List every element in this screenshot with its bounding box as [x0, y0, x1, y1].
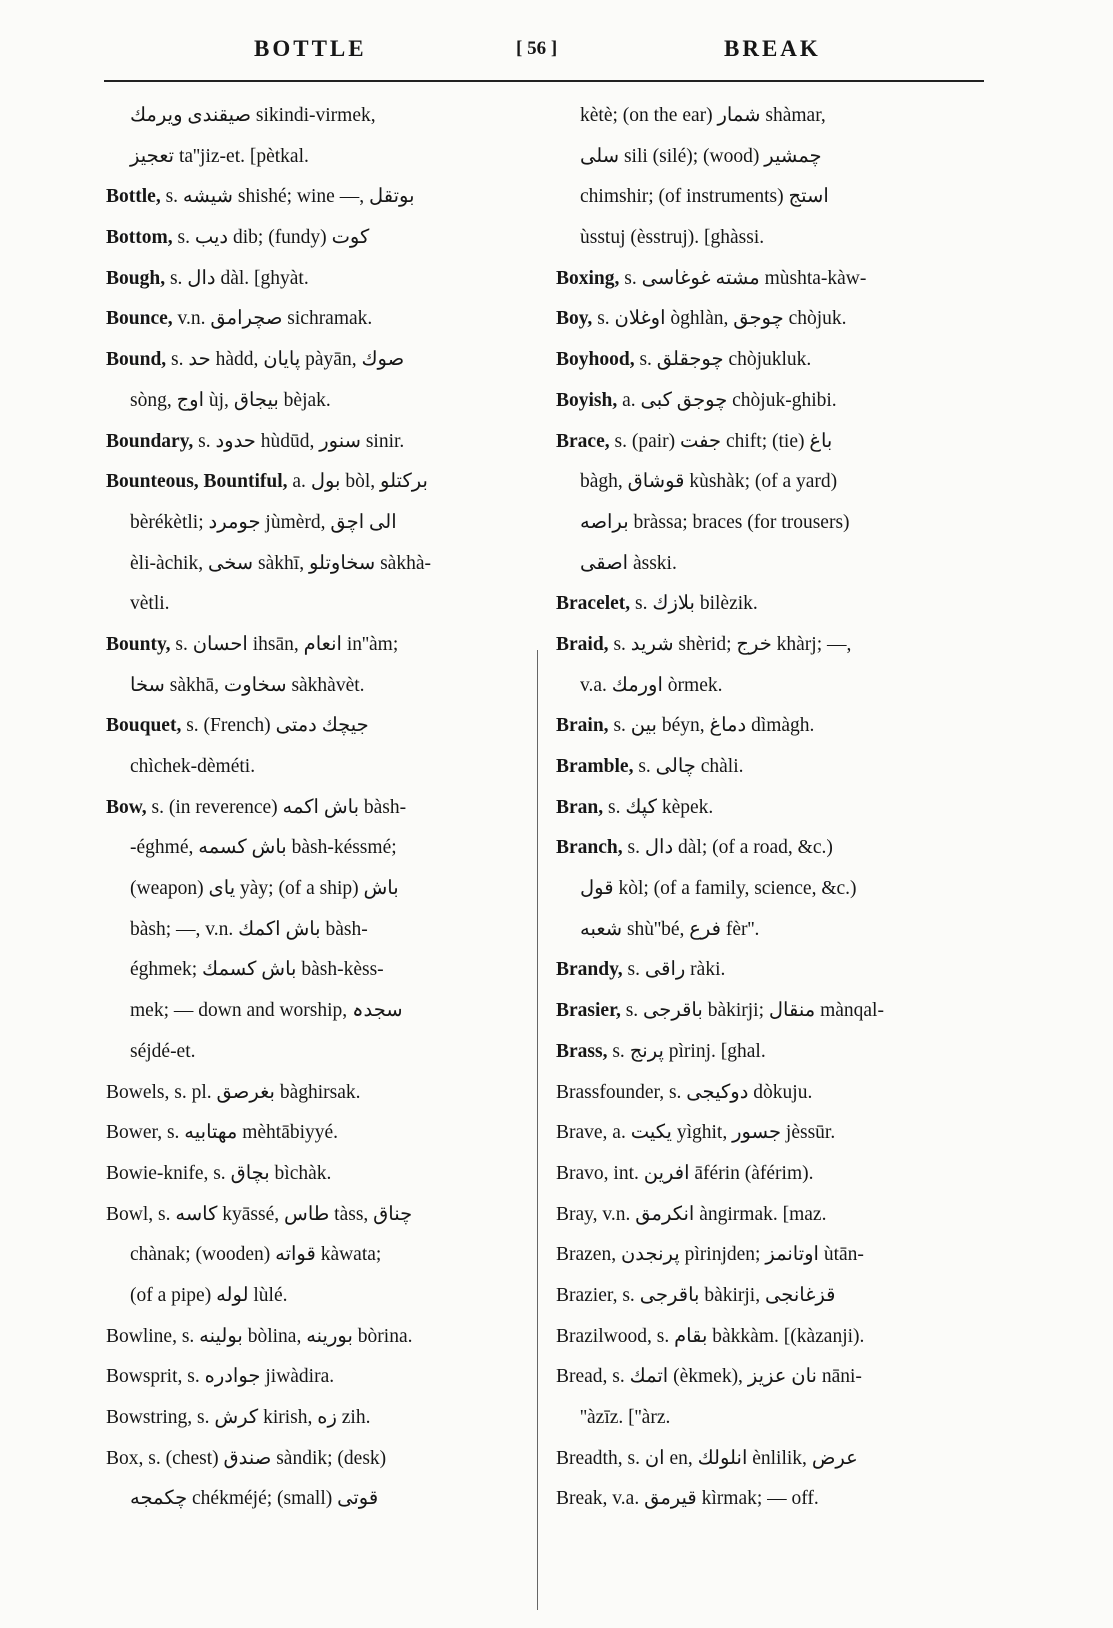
entry-line: ùsstuj (èsstruj). [ghàssi. [580, 227, 765, 249]
entry-line: Brassfounder, s. دوكيجى dòkuju. [556, 1081, 813, 1103]
entry-line: Boundary, s. حدود hùdūd, سنور sinir. [106, 430, 405, 452]
entry-line: Bran, s. كپك kèpek. [556, 796, 714, 818]
entry-line: bàgh, قوشاق kùshàk; (of a yard) [580, 471, 838, 493]
headword: Bottle, [106, 186, 161, 208]
entry-line: sòng, اوج ùj, بيجاق bèjak. [130, 389, 331, 411]
headword: Bound, [106, 349, 167, 371]
headword: Boyish, [556, 389, 618, 411]
right-guide-word: BREAK [724, 36, 821, 61]
headword: Bounce, [106, 308, 173, 330]
entry-line: v.a. اورمك òrmek. [580, 674, 723, 696]
entry-line: Bowels, s. pl. بغرصق bàghirsak. [106, 1081, 361, 1103]
headword: Brasier, [556, 1000, 621, 1022]
entry-line: Bray, v.n. انكرمق àngirmak. [maz. [556, 1203, 827, 1225]
entry-line: Boyhood, s. چوجقلق chòjukluk. [556, 349, 812, 371]
headword: Bouquet, [106, 715, 182, 737]
entry-line: Bravo, int. افرين āférin (àférim). [556, 1162, 814, 1184]
entry-line: Brass, s. پرنج pìrinj. [ghal. [556, 1040, 766, 1062]
right-column [556, 96, 976, 1520]
column-divider [537, 650, 538, 1610]
entry-line: èli-àchik, سخى sàkhī, سخاوتلو sàkhà- [130, 552, 431, 574]
entry-line: سلى sili (silé); (wood) چمشير [580, 145, 822, 167]
headword: Boy, [556, 308, 593, 330]
entry-line: قول kòl; (of a family, science, &c.) [580, 878, 857, 900]
entry-line: éghmek; باش كسمك bàsh-kèss- [130, 959, 384, 981]
entry-line: تعجيز ta''jiz-et. [pètkal. [130, 145, 309, 167]
entry-line: Bread, s. اتمك (èkmek), نان عزيز nāni- [556, 1366, 862, 1388]
headword: Bracelet, [556, 593, 631, 615]
entry-line: bàsh; —, v.n. باش اكمك bàsh- [130, 918, 368, 940]
entry-line: chimshir; (of instruments) استج [580, 186, 829, 208]
entry-line: Boyish, a. چوجق كبى chòjuk-ghibi. [556, 389, 837, 411]
headword: Brandy, [556, 959, 623, 981]
headword: Bow, [106, 796, 147, 818]
entry-line: شعبه shù''bé, فرع fèr''. [580, 918, 760, 940]
headword: Bottom, [106, 227, 173, 249]
headword: Brace, [556, 430, 610, 452]
entry-line: chìchek-dèméti. [130, 756, 256, 777]
entry-line: Bottom, s. ديب dib; (fundy) كوت [106, 227, 370, 249]
headword: Braid, [556, 633, 609, 655]
entry-line: chànak; (wooden) قواته kàwata; [130, 1244, 382, 1266]
entry-line: Bowie-knife, s. بچاق bìchàk. [106, 1162, 332, 1184]
entry-line: Boxing, s. مشته غوغاسى mùshta-kàw- [556, 267, 867, 289]
entry-line: Braid, s. شريد shèrid; خرج khàrj; —, [556, 633, 852, 655]
entry-line: Bramble, s. چالى chàli. [556, 756, 744, 777]
entry-line: براصه bràssa; braces (for trousers) [580, 511, 850, 533]
headword: Brass, [556, 1040, 608, 1062]
headword: Boyhood, [556, 349, 635, 371]
entry-line: Boy, s. اوغلان òghlàn, چوجق chòjuk. [556, 308, 847, 330]
headword: Bough, [106, 267, 166, 289]
entry-line: Brain, s. بين béyn, دماغ dìmàgh. [556, 715, 815, 737]
entry-line: Brazier, s. باقرجى bàkirji, قزغانجى [556, 1284, 836, 1306]
page-header [104, 36, 984, 72]
entry-line: Bouquet, s. (French) جيچك دمتى [106, 715, 369, 737]
entry-line: Break, v.a. قيرمق kìrmak; — off. [556, 1488, 819, 1510]
left-guide-word: BOTTLE [254, 36, 367, 61]
entry-line: (of a pipe) لوله lùlé. [130, 1284, 288, 1306]
entry-line: vètli. [130, 593, 170, 615]
entry-line: Bow, s. (in reverence) باش اكمه bàsh- [106, 796, 407, 818]
entry-line: سخا sàkhā, سخاوت sàkhàvèt. [130, 674, 365, 696]
entry-line: -éghmé, باش كسمه bàsh-késsmé; [130, 837, 397, 859]
entry-line: Brace, s. (pair) جفت chift; (tie) باغ [556, 430, 833, 452]
entry-line: Bounty, s. احسان ihsān, انعام in''àm; [106, 633, 399, 655]
entry-line: bèrékètli; جومرد jùmèrd, الى اچق [130, 511, 397, 533]
entry-line: Breadth, s. ان en, انلولك ènlilik, عرض [556, 1447, 858, 1469]
entry-line: چكمجه chékméjé; (small) قوتى [130, 1488, 379, 1510]
entry-line: Brasier, s. باقرجى bàkirji; منقال mànqal- [556, 1000, 884, 1022]
entry-line: Brazen, پرنجدن pìrinjden; اوتانمز ùtān- [556, 1244, 864, 1266]
headword: Brain, [556, 715, 609, 737]
headword: Bran, [556, 796, 604, 818]
entry-line: ''àzīz. [''àrz. [580, 1407, 671, 1428]
entry-line: Branch, s. دال dàl; (of a road, &c.) [556, 837, 833, 859]
headword: Bounty, [106, 633, 171, 655]
entry-line: (weapon) ياى yày; (of a ship) باش [130, 878, 399, 900]
page-number: [ 56 ] [516, 38, 558, 59]
entry-line: Bowline, s. بولينه bòlina, بورينه bòrina. [106, 1325, 413, 1347]
entry-line: Bowl, s. كاسه kyāssé, طاس tàss, چناق [106, 1203, 413, 1225]
entry-line: séjdé-et. [130, 1040, 196, 1062]
entry-line: Bower, s. مهتابيه mèhtābiyyé. [106, 1122, 339, 1144]
left-column [106, 96, 526, 1520]
headword: Boxing, [556, 267, 620, 289]
headword: Bounteous, Bountiful, [106, 471, 288, 493]
entry-line: Bounce, v.n. صچرامق sichramak. [106, 308, 373, 330]
headword: Branch, [556, 837, 623, 859]
entry-line: صيقندى ويرمك sikindi-virmek, [130, 105, 376, 126]
entry-line: Bowstring, s. كرش kirish, زه zih. [106, 1407, 371, 1428]
entry-line: اصقى àsski. [580, 552, 677, 574]
entry-line: Bowsprit, s. جوادره jiwàdira. [106, 1366, 335, 1388]
entry-line: Brave, a. يكيت yìghit, جسور jèssūr. [556, 1122, 836, 1144]
entry-line: Bracelet, s. بلازك bilèzik. [556, 593, 758, 615]
entry-line: Brandy, s. راقى ràki. [556, 959, 726, 981]
entry-line: kètè; (on the ear) شمار shàmar, [580, 105, 826, 126]
entry-line: mek; — down and worship, سجدہ [130, 1000, 403, 1022]
entry-line: Brazilwood, s. بقام bàkkàm. [(kàzanji). [556, 1325, 865, 1347]
entry-line: Bottle, s. شيشه shishé; wine —, بوتقل [106, 186, 415, 208]
entry-line: Bough, s. دال dàl. [ghyàt. [106, 267, 309, 289]
header-rule [104, 80, 984, 82]
headword: Bramble, [556, 756, 634, 777]
entry-line: Box, s. (chest) صندق sàndik; (desk) [106, 1447, 387, 1469]
entry-line: Bounteous, Bountiful, a. بول bòl, بركتلو [106, 471, 428, 493]
entry-line: Bound, s. حد hàdd, پايان pàyān, صوك [106, 349, 405, 371]
headword: Boundary, [106, 430, 194, 452]
